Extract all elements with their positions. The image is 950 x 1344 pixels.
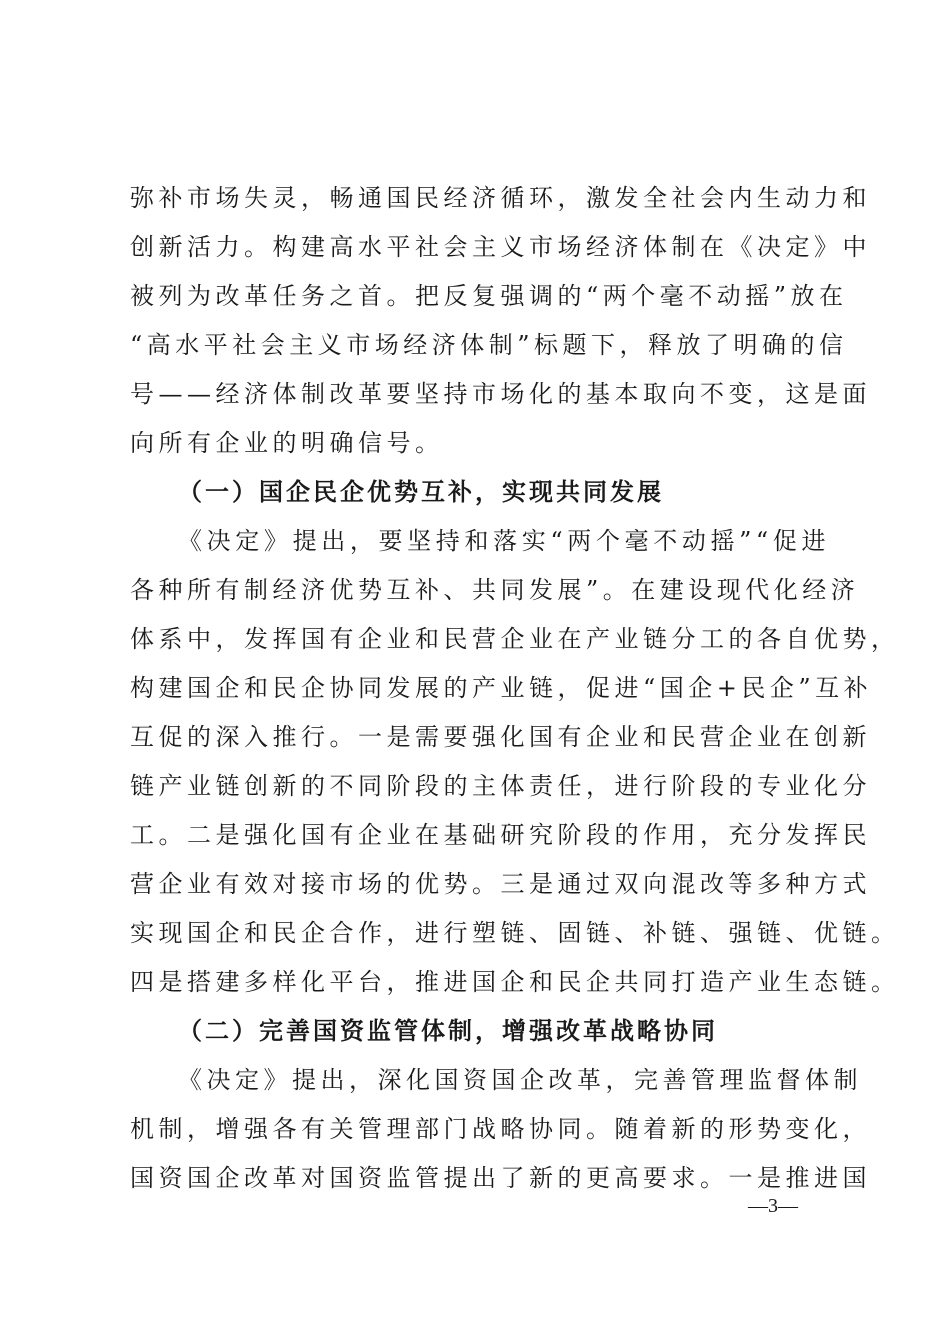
section-heading-2: （二）完善国资监管体制，增强改革战略协同 (178, 1016, 718, 1045)
body-text-line: 向所有企业的明确信号。 (130, 429, 444, 457)
body-text-line: 《决定》提出，深化国资国企改革，完善管理监督体制 (178, 1066, 862, 1094)
page-number: —3— (748, 1195, 798, 1217)
body-text-line: “高水平社会主义市场经济体制”标题下，释放了明确的信 (130, 331, 848, 359)
body-text-line: 营企业有效对接市场的优势。三是通过双向混改等多种方式 (130, 870, 871, 898)
body-text-line: 实现国企和民企合作，进行塑链、固链、补链、强链、优链。 (130, 919, 900, 947)
body-text-line: 四是搭建多样化平台，推进国企和民企共同打造产业生态链。 (130, 968, 900, 996)
body-text-line: 各种所有制经济优势互补、共同发展”。在建设现代化经济 (130, 576, 860, 604)
body-text-line: 机制，增强各有关管理部门战略协同。随着新的形势变化， (130, 1115, 871, 1143)
section-heading-1: （一）国企民企优势互补，实现共同发展 (178, 477, 664, 506)
body-text-line: 号——经济体制改革要坚持市场化的基本取向不变，这是面 (130, 380, 871, 408)
body-text-line: 工。二是强化国有企业在基础研究阶段的作用，充分发挥民 (130, 821, 871, 849)
body-text-line: 创新活力。构建高水平社会主义市场经济体制在《决定》中 (130, 233, 871, 261)
body-text-line: 互促的深入推行。一是需要强化国有企业和民营企业在创新 (130, 723, 871, 751)
body-text-line: 被列为改革任务之首。把反复强调的“两个毫不动摇”放在 (130, 282, 848, 310)
body-text-line: 《决定》提出，要坚持和落实“两个毫不动摇”“促进 (178, 527, 830, 555)
body-text-line: 弥补市场失灵，畅通国民经济循环，激发全社会内生动力和 (130, 184, 871, 212)
body-text-line: 国资国企改革对国资监管提出了新的更高要求。一是推进国 (130, 1164, 871, 1192)
body-text-line: 构建国企和民企协同发展的产业链，促进“国企+民企”互补 (130, 674, 873, 702)
body-text-line: 体系中，发挥国有企业和民营企业在产业链分工的各自优势， (130, 625, 900, 653)
body-text-line: 链产业链创新的不同阶段的主体责任，进行阶段的专业化分 (130, 772, 871, 800)
